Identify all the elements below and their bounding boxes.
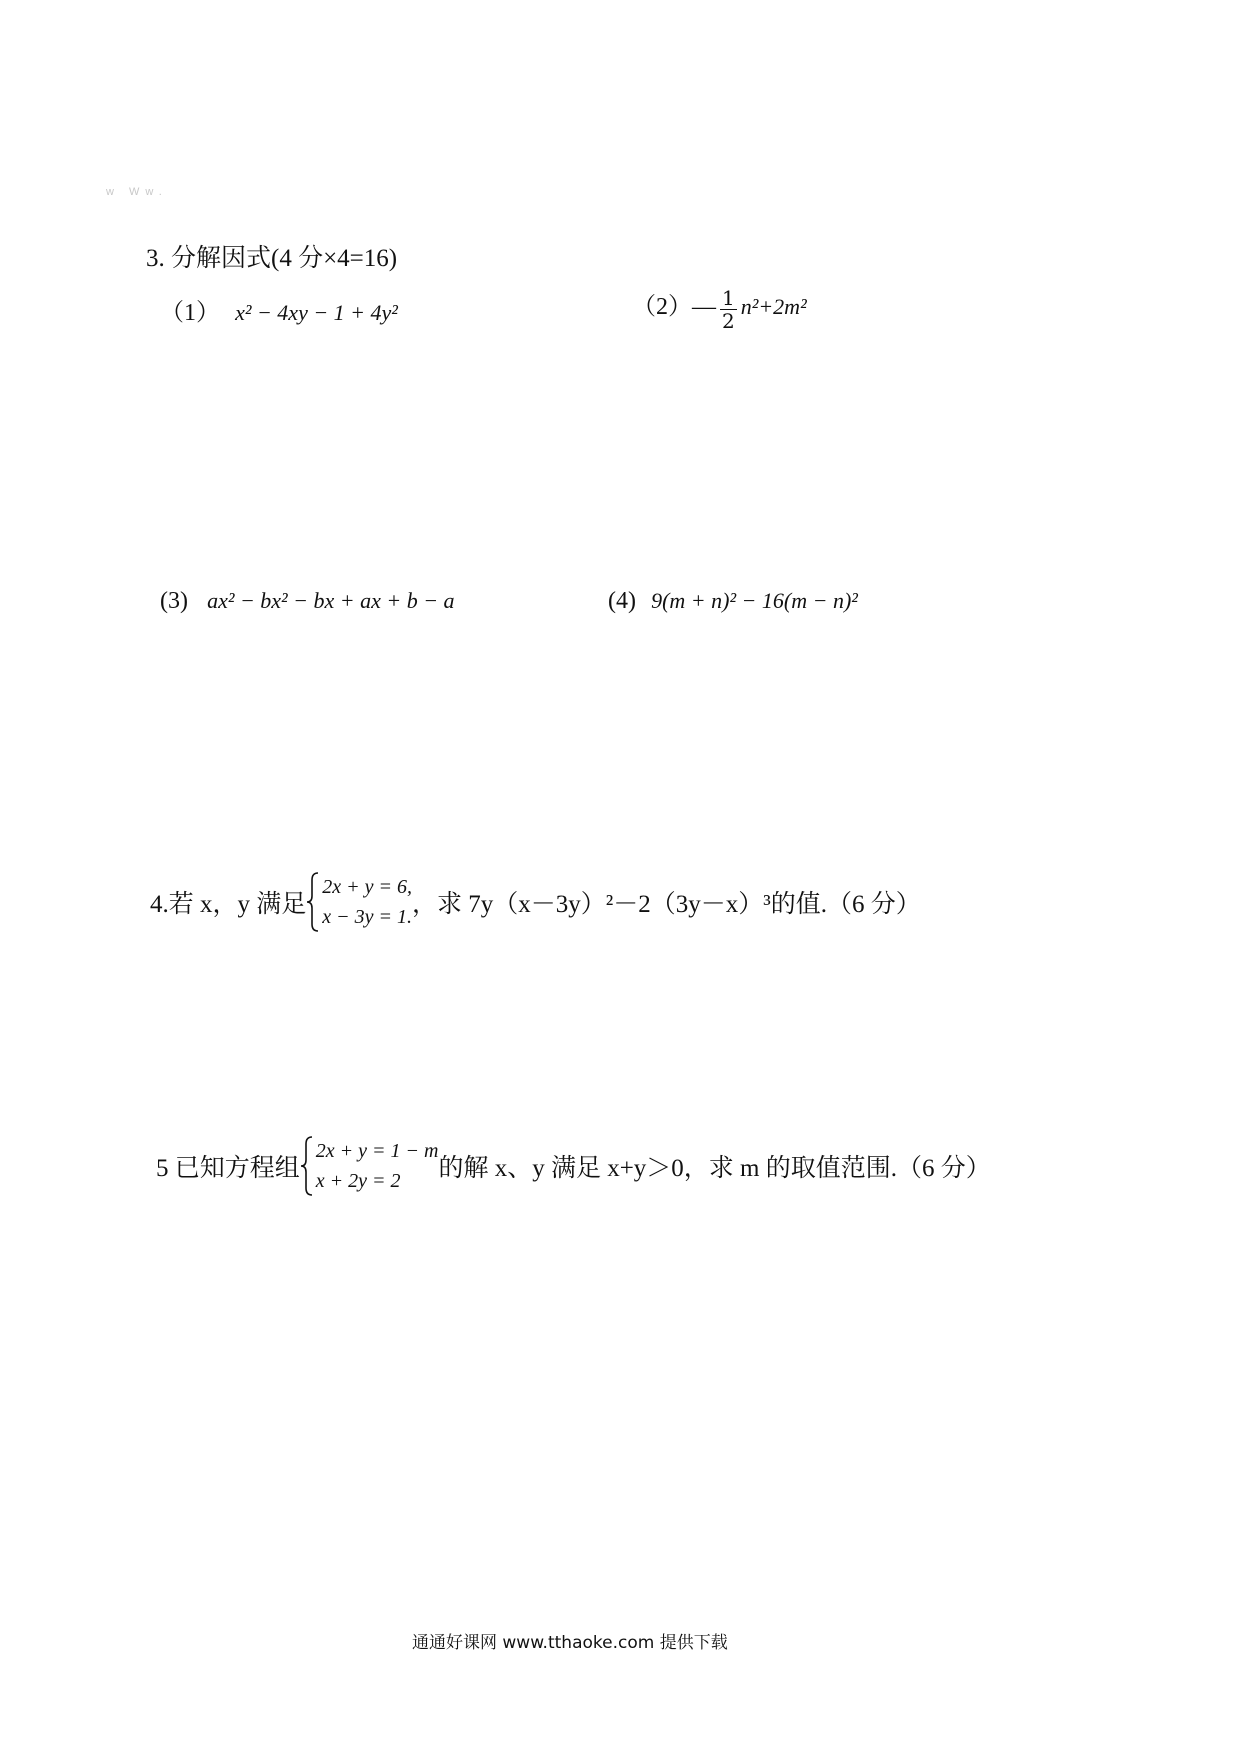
question-4-tail: ，求 7y（x－3y）²－2（3y－x）³的值.（6 分） — [412, 891, 921, 918]
fraction-denominator: 2 — [722, 309, 735, 333]
question-5-system — [300, 1136, 439, 1196]
item-4-label: (4) — [608, 588, 636, 614]
item-2 — [632, 286, 807, 332]
question-4-equation-1: 2x + y = 6, — [322, 876, 413, 898]
item-2-label: （2） — [632, 294, 692, 320]
question-5 — [156, 1136, 991, 1196]
watermark-text: w Ww. — [106, 186, 168, 198]
item-1-expression: x² − 4xy − 1 + 4y² — [235, 300, 398, 325]
item-2-expression: n²+2m² — [740, 294, 807, 319]
question-4-equation-2: x − 3y = 1. — [322, 906, 413, 928]
item-3-label: (3) — [160, 588, 188, 614]
item-4-expression: 9(m + n)² − 16(m − n)² — [651, 588, 858, 613]
item-3 — [160, 588, 455, 615]
item-2-fraction — [720, 287, 737, 332]
question-4-system — [306, 872, 412, 932]
item-3-expression: ax² − bx² − bx + ax + b − a — [207, 588, 455, 613]
question-5-equation-2: x + 2y = 2 — [315, 1170, 401, 1192]
item-1-label: （1） — [160, 300, 220, 326]
question-5-lead: 5 已知方程组 — [156, 1155, 300, 1182]
footer-text: 通通好课网 www.tthaoke.com 提供下载 — [412, 1633, 728, 1653]
left-brace-icon — [300, 1136, 314, 1196]
question-5-tail: 的解 x、y 满足 x+y＞0，求 m 的取值范围.（6 分） — [438, 1155, 991, 1182]
item-1 — [160, 292, 398, 327]
item-2-minus-sign: — — [692, 294, 716, 320]
fraction-numerator: 1 — [722, 286, 735, 310]
section-3-heading: 3. 分解因式(4 分×4=16) — [146, 245, 398, 272]
question-4-lead: 4.若 x，y 满足 — [150, 891, 307, 918]
item-4 — [608, 588, 858, 615]
question-4 — [150, 872, 921, 932]
question-5-equation-1: 2x + y = 1 − m — [315, 1140, 439, 1162]
left-brace-icon — [306, 872, 320, 932]
